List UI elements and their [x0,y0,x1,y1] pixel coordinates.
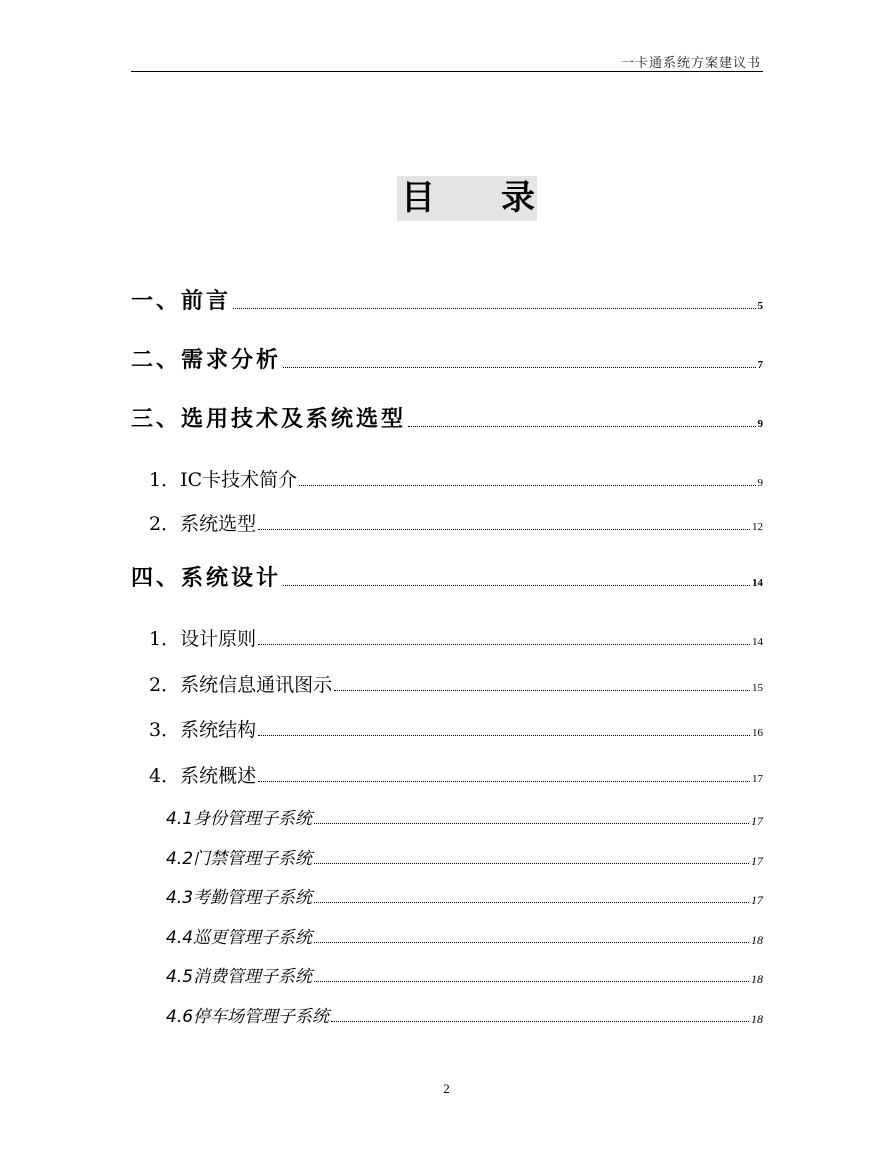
toc-entry-identity-subsystem[interactable] [166,798,763,828]
toc-leader [408,426,755,427]
toc-entry-parking-subsystem[interactable] [166,996,763,1026]
toc-entry-page: 5 [757,300,763,312]
toc-entry-page: 18 [751,933,763,947]
page-number: 2 [443,1081,450,1096]
toc-entry-patrol-subsystem[interactable] [166,917,763,947]
toc-entry-requirements[interactable] [131,342,763,372]
toc-entry-page: 15 [752,682,763,694]
toc-entry-system-structure[interactable] [149,710,763,740]
toc-entry-label: 4.4巡更管理子系统 [166,928,313,948]
toc-entry-label: 4.2门禁管理子系统 [166,849,313,869]
toc-entry-label: 4.5消费管理子系统 [166,967,313,987]
toc-entry-page: 17 [752,773,763,785]
toc-entry-access-subsystem[interactable] [166,838,763,868]
toc-entry-page: 9 [757,477,763,489]
running-header-title: 一卡通系统方案建议书 [620,56,761,71]
toc-entry-ic-card[interactable] [149,460,763,490]
toc-entry-label: 1．设计原则 [149,628,257,650]
toc-entry-page: 17 [751,893,763,907]
toc-entry-page: 14 [752,636,763,648]
toc-entry-page: 14 [752,577,763,589]
toc-entry-label: 4.3考勤管理子系统 [166,888,313,908]
toc-entry-page: 9 [757,418,763,430]
toc-entry-label: 二、需求分析 [131,348,282,373]
toc-entry-attendance-subsystem[interactable] [166,877,763,907]
toc-entry-page: 18 [751,1012,763,1026]
toc-title-char-1: 目 [401,178,435,218]
toc-leader [314,823,749,824]
toc-entry-communication-diagram[interactable] [149,665,763,695]
toc-entry-design-principles[interactable] [149,619,763,649]
toc-entry-technology[interactable] [131,401,763,431]
toc-leader [283,585,750,586]
toc-entry-label: 4.6停车场管理子系统 [166,1007,330,1027]
toc-leader [258,644,750,645]
toc-leader [314,981,749,982]
toc-entry-page: 17 [751,854,763,868]
toc-leader [331,1021,749,1022]
header-rule [131,71,763,72]
toc-leader [314,942,749,943]
toc-leader [314,902,749,903]
toc-entry-label: 4．系统概述 [149,765,257,787]
toc-entry-preface[interactable] [131,283,763,313]
toc-entry-label: 2．系统选型 [149,513,257,535]
toc-entry-label: 3．系统结构 [149,719,257,741]
toc-entry-page: 17 [751,814,763,828]
toc-entry-consumption-subsystem[interactable] [166,956,763,986]
toc-entry-system-overview[interactable] [149,756,763,786]
toc-leader [299,485,755,486]
toc-leader [233,308,755,309]
toc-entry-system-selection[interactable] [149,504,763,534]
toc-leader [258,735,750,736]
toc-entry-page: 18 [751,972,763,986]
toc-leader [258,529,750,530]
toc-leader [314,863,749,864]
toc-leader [334,690,750,691]
toc-entry-page: 12 [752,521,763,533]
toc-title [397,176,537,221]
toc-entry-label: 一、前言 [131,289,232,314]
toc-entry-label: 三、选用技术及系统选型 [131,407,407,432]
toc-entry-page: 16 [752,727,763,739]
toc-entry-page: 7 [757,359,763,371]
toc-entry-system-design[interactable] [131,560,763,590]
toc-entry-label: 4.1身份管理子系统 [166,809,313,829]
toc-entry-label: 2．系统信息通讯图示 [149,674,333,696]
toc-title-char-2: 录 [501,178,535,218]
toc-leader [283,367,755,368]
toc-entry-label: 四、系统设计 [131,566,282,591]
toc-entry-label: 1．IC卡技术简介 [149,469,298,491]
toc-leader [258,781,750,782]
